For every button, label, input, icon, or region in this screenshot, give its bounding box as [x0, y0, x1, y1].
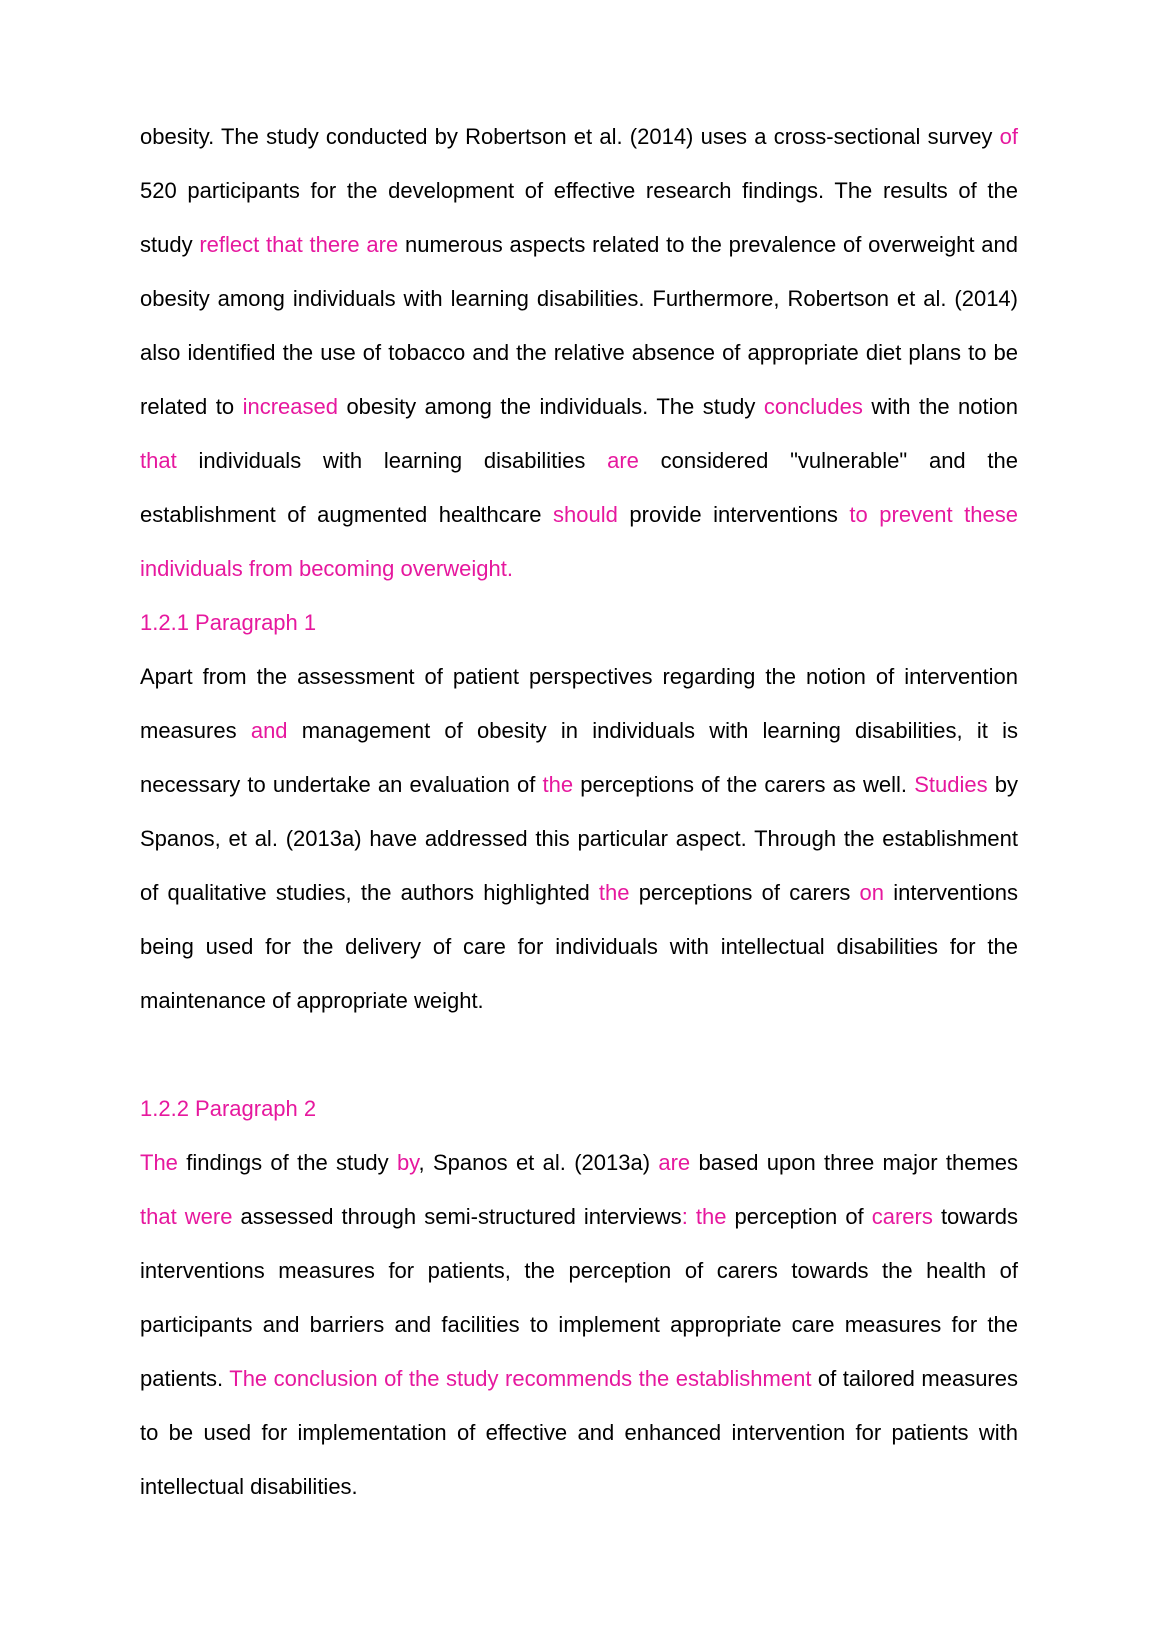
- text-run: Apart from the assessment of patient perspectives regarding the notion of intervention measures: [140, 664, 1018, 743]
- highlighted-text-run: of: [999, 124, 1018, 149]
- text-run: perception of: [726, 1204, 872, 1229]
- highlighted-text-run: : the: [681, 1204, 727, 1229]
- text-run: obesity. The study conducted by Robertson et al. (2014) uses a cross-sectional survey: [140, 124, 1000, 149]
- highlighted-text-run: by: [396, 1150, 419, 1175]
- highlighted-text-run: Studies: [914, 772, 988, 797]
- text-run: with the notion: [862, 394, 1018, 419]
- blank-line: [140, 1028, 1018, 1082]
- text-run: based upon three major themes: [690, 1150, 1019, 1175]
- text-run: of tailored measures to be used for implementation of effective and enhanced intervention for patients with intellectual disabilities.: [140, 1366, 1018, 1499]
- text-run: assessed through semi-structured interviews: [232, 1204, 682, 1229]
- document-body: [140, 110, 1018, 1514]
- text-run: 520 participants for the development of effective research findings. The results of the study: [140, 178, 1018, 257]
- highlighted-text-run: should: [553, 502, 618, 527]
- highlighted-text-run: that were: [140, 1204, 233, 1229]
- highlighted-text-run: carers: [871, 1204, 933, 1229]
- highlighted-text-run: the: [542, 772, 574, 797]
- highlighted-text-run: are: [607, 448, 639, 473]
- text-run: towards interventions measures for patients, the perception of carers towards the health of participants and barriers and facilities to implement appropriate care measures for the patients.: [140, 1204, 1018, 1391]
- highlighted-text-run: concludes: [763, 394, 863, 419]
- text-run: , Spanos et al. (2013a): [418, 1150, 659, 1175]
- paragraph-1: [140, 650, 1018, 1028]
- text-run: perceptions of the carers as well.: [573, 772, 915, 797]
- highlighted-text-run: increased: [242, 394, 338, 419]
- highlighted-text-run: The: [140, 1150, 178, 1175]
- highlighted-text-run: on: [859, 880, 885, 905]
- text-run: management of obesity in individuals with learning disabilities, it is necessary to undertake an evaluation of: [140, 718, 1018, 797]
- text-run: provide interventions: [617, 502, 850, 527]
- text-run: obesity among the individuals. The study: [337, 394, 764, 419]
- text-run: individuals with learning disabilities: [176, 448, 608, 473]
- highlighted-text-run: reflect that there are: [199, 232, 399, 257]
- highlighted-text-run: to prevent these individuals from becoming overweight.: [140, 502, 1019, 581]
- text-run: by Spanos, et al. (2013a) have addressed this particular aspect. Through the establishment of qualitative studies, the authors highlighted: [140, 772, 1018, 905]
- highlighted-text-run: the: [598, 880, 630, 905]
- text-run: perceptions of carers: [629, 880, 860, 905]
- text-run: numerous aspects related to the prevalence of overweight and obesity among individuals with learning disabilities. Furthermore, Robertson et al. (2014) also identified the use of tobacco and the relative absence of appropriate diet plans to be related to: [140, 232, 1018, 419]
- paragraph-2: [140, 1136, 1018, 1514]
- intro-paragraph: [140, 110, 1018, 596]
- text-run: considered "vulnerable" and the establishment of augmented healthcare: [140, 448, 1019, 527]
- text-run: findings of the study: [177, 1150, 397, 1175]
- highlighted-text-run: that: [140, 448, 177, 473]
- highlighted-text-run: are: [658, 1150, 691, 1175]
- section-heading-1-2-2: 1.2.2 Paragraph 2: [140, 1096, 317, 1121]
- highlighted-text-run: and: [250, 718, 288, 743]
- section-heading-1-2-1: 1.2.1 Paragraph 1: [140, 610, 317, 635]
- text-run: interventions being used for the delivery of care for individuals with intellectual disabilities for the maintenance of appropriate weight.: [140, 880, 1018, 1013]
- highlighted-text-run: The conclusion of the study recommends the establishment: [229, 1366, 812, 1391]
